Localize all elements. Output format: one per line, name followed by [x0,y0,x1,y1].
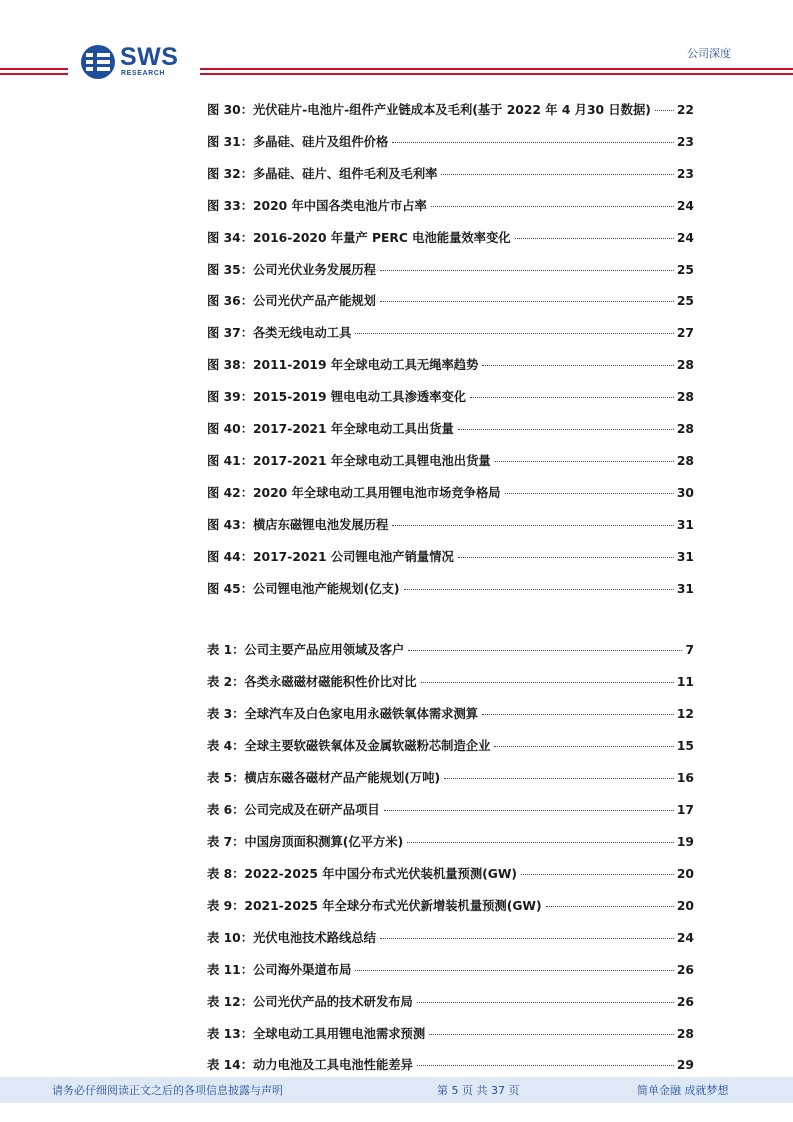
toc-entry-title: 图 31：多晶硅、硅片及组件价格 [207,134,389,149]
toc-entry-title: 表 4：全球主要软磁铁氧体及金属软磁粉芯制造企业 [207,739,491,753]
toc-entry-page: 24 [676,198,694,213]
toc-table-entry[interactable] [207,640,694,660]
toc-table-entry[interactable] [207,960,694,980]
logo-text: SWS [120,43,179,71]
toc-leader [482,714,674,715]
toc-entry-page: 26 [676,995,694,1009]
toc-figure-entry[interactable] [207,483,694,503]
toc-leader [380,938,674,939]
toc-table-entry[interactable] [207,1055,694,1075]
toc-entry-title: 图 33：2020 年中国各类电池片市占率 [207,198,427,213]
toc-figure-entry[interactable] [207,419,694,439]
toc-leader [355,970,674,971]
toc-entry-page: 16 [676,771,694,785]
toc-table-entry[interactable] [207,800,694,820]
toc-entry-title: 表 14：动力电池及工具电池性能差异 [207,1058,413,1072]
toc-table-entry[interactable] [207,672,694,692]
toc-entry-title: 图 30：光伏硅片-电池片-组件产业链成本及毛利(基于 2022 年 4 月30 日数据) [207,103,651,117]
toc-entry-page: 7 [685,643,694,657]
toc-figure-entry[interactable] [207,100,694,120]
toc-entry-title: 表 12：公司光伏产品的技术研发布局 [207,995,413,1009]
toc-leader [380,301,674,302]
toc-entry-page: 25 [676,262,694,277]
toc-figure-entry[interactable] [207,579,694,599]
toc-leader [655,110,674,111]
footer-disclaimer: 请务必仔细阅读正文之后的各项信息披露与声明 [52,1084,283,1097]
toc-entry-page: 29 [676,1058,694,1072]
toc-table-entry[interactable] [207,768,694,788]
toc-leader [417,1002,674,1003]
toc-entry-title: 图 43：横店东磁锂电池发展历程 [207,517,389,532]
toc-entry-page: 11 [676,675,694,689]
footer-slogan: 简单金融 成就梦想 [637,1084,729,1097]
toc-leader [392,142,674,143]
report-type-label: 公司深度 [687,47,731,60]
footer-page-number: 第 5 页 共 37 页 [437,1084,520,1097]
logo-subtext: RESEARCH [121,70,166,77]
header-rule [200,68,793,70]
toc-entry-page: 23 [676,134,694,149]
toc-entry-title: 图 37：各类无线电动工具 [207,326,352,341]
toc-figure-entry[interactable] [207,387,694,407]
toc-entry-title: 表 9：2021-2025 年全球分布式光伏新增装机量预测(GW) [207,899,542,913]
toc-entry-page: 17 [676,803,694,817]
toc-entry-title: 图 41：2017-2021 年全球电动工具锂电池出货量 [207,453,491,468]
toc-entry-title: 表 11：公司海外渠道布局 [207,963,352,977]
toc-entry-title: 图 44：2017-2021 公司锂电池产销量情况 [207,549,454,564]
toc-entry-title: 表 3：全球汽车及白色家电用永磁铁氧体需求测算 [207,707,479,721]
toc-entry-title: 图 35：公司光伏业务发展历程 [207,262,376,277]
sws-logo [80,40,190,82]
toc-entry-title: 表 10：光伏电池技术路线总结 [207,931,376,945]
toc-entry-page: 24 [676,931,694,945]
toc-figure-entry[interactable] [207,547,694,567]
toc-leader [495,461,674,462]
toc-entry-page: 31 [676,581,694,596]
toc-leader [421,682,674,683]
toc-table-entry[interactable] [207,928,694,948]
toc-entry-page: 31 [676,517,694,532]
toc-table-entry[interactable] [207,992,694,1012]
toc-figure-entry[interactable] [207,451,694,471]
toc-figure-entry[interactable] [207,323,694,343]
toc-entry-title: 表 6：公司完成及在研产品项目 [207,803,380,817]
toc-entry-page: 28 [676,422,694,436]
toc-entry-title: 图 36：公司光伏产品产能规划 [207,294,376,309]
toc-entry-title: 图 40：2017-2021 年全球电动工具出货量 [207,422,454,436]
toc-leader [392,525,674,526]
toc-figure-entry[interactable] [207,355,694,375]
toc-figure-entry[interactable] [207,291,694,311]
toc-entry-page: 26 [676,963,694,977]
toc-figure-entry[interactable] [207,196,694,216]
toc-leader [458,429,674,430]
toc-entry-page: 22 [676,103,694,117]
toc-figure-entry[interactable] [207,515,694,535]
toc-entry-page: 27 [676,326,694,341]
toc-entry-title: 表 2：各类永磁磁材磁能积性价比对比 [207,675,417,689]
toc-figure-entry[interactable] [207,228,694,248]
header-rule [0,73,68,75]
page-footer [0,1077,793,1103]
header-rule [200,73,793,75]
toc-leader [494,746,674,747]
toc-table-entry[interactable] [207,832,694,852]
toc-table-entry[interactable] [207,736,694,756]
toc-entry-page: 24 [676,230,694,245]
toc-entry-title: 图 42：2020 年全球电动工具用锂电池市场竞争格局 [207,485,501,500]
toc-table-entry[interactable] [207,704,694,724]
toc-leader [355,333,674,334]
toc-leader [505,493,674,494]
toc-leader [407,842,674,843]
toc-entry-title: 图 38：2011-2019 年全球电动工具无绳率趋势 [207,358,479,373]
toc-table-entry[interactable] [207,1024,694,1044]
toc-entry-page: 19 [676,835,694,849]
sws-logo-icon [80,44,116,80]
toc-leader [546,906,674,907]
toc-entry-page: 28 [676,358,694,373]
toc-leader [444,778,674,779]
toc-table-entry[interactable] [207,864,694,884]
toc-entry-page: 12 [676,707,694,721]
toc-entry-title: 表 1：公司主要产品应用领域及客户 [207,643,405,657]
toc-leader [482,365,673,366]
toc-entry-page: 28 [676,390,694,405]
toc-entry-page: 30 [676,485,694,500]
toc-leader [431,206,674,207]
toc-leader [521,874,674,875]
toc-leader [458,557,674,558]
toc-entry-title: 表 8：2022-2025 年中国分布式光伏装机量预测(GW) [207,867,518,881]
toc-leader [380,270,674,271]
toc-entry-page: 28 [676,1027,694,1041]
toc-entry-title: 图 45：公司锂电池产能规划(亿支) [207,581,400,596]
toc-entry-page: 31 [676,549,694,564]
toc-leader [384,810,674,811]
toc-entry-title: 图 39：2015-2019 锂电电动工具渗透率变化 [207,390,467,405]
toc-entry-page: 23 [676,166,694,181]
header-rule [0,68,68,70]
toc-figure-entry[interactable] [207,260,694,280]
toc-entry-title: 表 5：横店东磁各磁材产品产能规划(万吨) [207,771,441,785]
toc-entry-page: 20 [676,899,694,913]
toc-table-entry[interactable] [207,896,694,916]
toc-leader [429,1034,674,1035]
toc-entry-page: 20 [676,867,694,881]
toc-entry-title: 表 13：全球电动工具用锂电池需求预测 [207,1027,426,1041]
toc-entry-page: 25 [676,294,694,309]
toc-entry-page: 28 [676,453,694,468]
toc-leader [408,650,682,651]
toc-leader [470,397,674,398]
toc-entry-title: 表 7：中国房顶面积测算(亿平方米) [207,835,404,849]
toc-figure-entry[interactable] [207,132,694,152]
toc-entry-page: 15 [676,739,694,753]
toc-leader [441,174,673,175]
toc-entry-title: 图 34：2016-2020 年量产 PERC 电池能量效率变化 [207,230,511,245]
toc-leader [515,238,674,239]
toc-figure-entry[interactable] [207,164,694,184]
toc-leader [417,1065,674,1066]
toc-leader [404,589,674,590]
toc-entry-title: 图 32：多晶硅、硅片、组件毛利及毛利率 [207,166,438,181]
